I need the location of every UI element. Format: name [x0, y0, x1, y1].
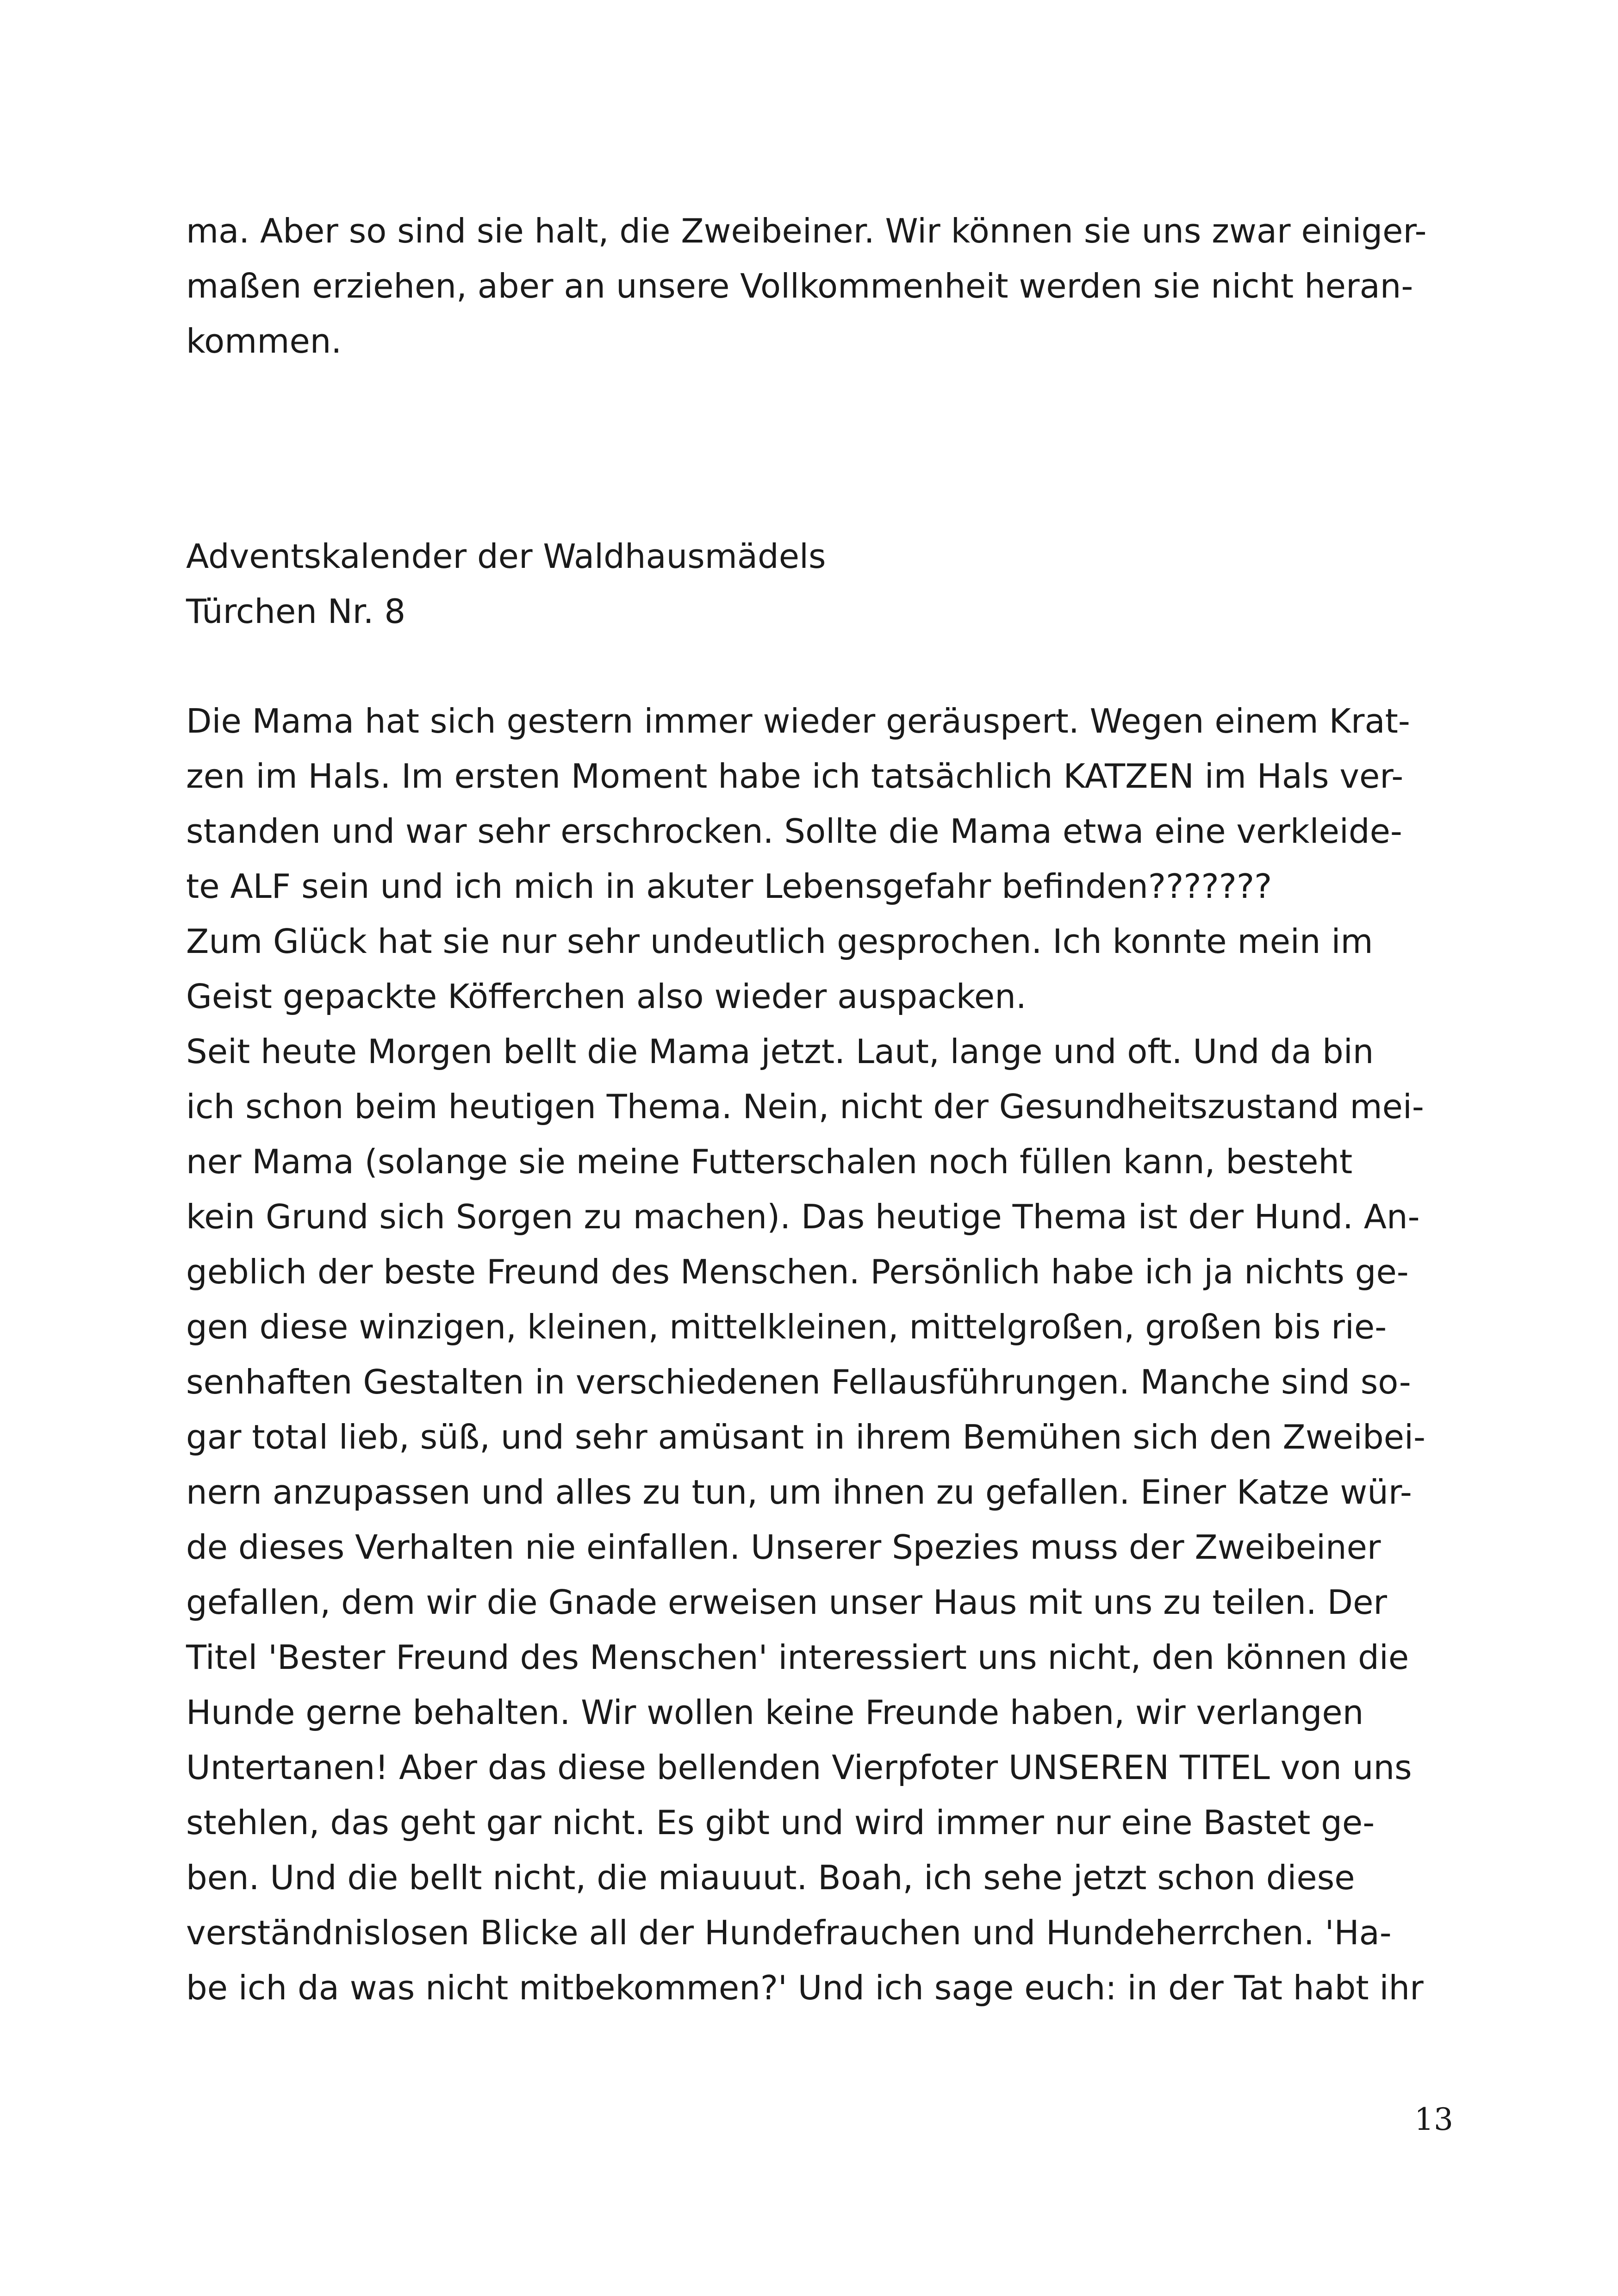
- text-line: ner Mama (solange sie meine Futterschalen noch füllen kann, besteht: [186, 1142, 1353, 1181]
- text-line: Geist gepackte Köfferchen also wieder auspacken.: [186, 977, 1027, 1016]
- text-line: ben. Und die bellt nicht, die miauuut. Boah, ich sehe jetzt schon diese: [186, 1858, 1355, 1897]
- text-line: kein Grund sich Sorgen zu machen). Das heutige Thema ist der Hund. An-: [186, 1197, 1420, 1236]
- text-line: be ich da was nicht mitbekommen?' Und ich sage euch: in der Tat habt ihr: [186, 1968, 1424, 2007]
- text-line: gen diese winzigen, kleinen, mittelkleinen, mittelgroßen, großen bis rie-: [186, 1307, 1387, 1346]
- text-line: senhaften Gestalten in verschiedenen Fellausführungen. Manche sind so-: [186, 1363, 1411, 1401]
- text-line: verständnislosen Blicke all der Hundefrauchen und Hundeherrchen. 'Ha-: [186, 1913, 1392, 1952]
- text-line: Titel 'Bester Freund des Menschen' interessiert uns nicht, den können die: [186, 1638, 1409, 1677]
- chapter-heading: [186, 529, 1450, 639]
- text-line: Hunde gerne behalten. Wir wollen keine Freunde haben, wir verlangen: [186, 1693, 1364, 1732]
- text-line: de dieses Verhalten nie einfallen. Unserer Spezies muss der Zweibeiner: [186, 1528, 1381, 1567]
- intro-paragraph: [186, 204, 1450, 369]
- text-line: nern anzupassen und alles zu tun, um ihnen zu gefallen. Einer Katze wür-: [186, 1473, 1412, 1512]
- text-line: zen im Hals. Im ersten Moment habe ich tatsächlich KATZEN im Hals ver-: [186, 757, 1404, 796]
- text-line: Seit heute Morgen bellt die Mama jetzt. Laut, lange und oft. Und da bin: [186, 1032, 1374, 1071]
- text-line: ma. Aber so sind sie halt, die Zweibeiner. Wir können sie uns zwar einiger-: [186, 212, 1427, 250]
- chapter-title: Adventskalender der Waldhausmädels: [186, 537, 826, 576]
- body-text: [186, 694, 1450, 2016]
- text-line: gar total lieb, süß, und sehr amüsant in ihrem Bemühen sich den Zweibei-: [186, 1418, 1425, 1456]
- page-number: 13: [1414, 2102, 1453, 2137]
- text-line: gefallen, dem wir die Gnade erweisen unser Haus mit uns zu teilen. Der: [186, 1583, 1387, 1622]
- text-line: Die Mama hat sich gestern immer wieder geräuspert. Wegen einem Krat-: [186, 702, 1410, 740]
- text-line: Untertanen! Aber das diese bellenden Vierpfoter UNSEREN TITEL von uns: [186, 1748, 1412, 1787]
- text-line: standen und war sehr erschrocken. Sollte die Mama etwa eine verkleide-: [186, 812, 1402, 851]
- text-line: ich schon beim heutigen Thema. Nein, nicht der Gesundheitszustand mei-: [186, 1087, 1424, 1126]
- text-line: te ALF sein und ich mich in akuter Lebensgefahr befinden???????: [186, 867, 1272, 906]
- chapter-subtitle: Türchen Nr. 8: [186, 592, 406, 631]
- text-line: stehlen, das geht gar nicht. Es gibt und wird immer nur eine Bastet ge-: [186, 1803, 1375, 1842]
- text-line: maßen erziehen, aber an unsere Vollkommenheit werden sie nicht heran-: [186, 267, 1413, 305]
- text-line: kommen.: [186, 322, 342, 361]
- text-line: geblich der beste Freund des Menschen. Persönlich habe ich ja nichts ge-: [186, 1252, 1409, 1291]
- text-line: Zum Glück hat sie nur sehr undeutlich gesprochen. Ich konnte mein im: [186, 922, 1373, 961]
